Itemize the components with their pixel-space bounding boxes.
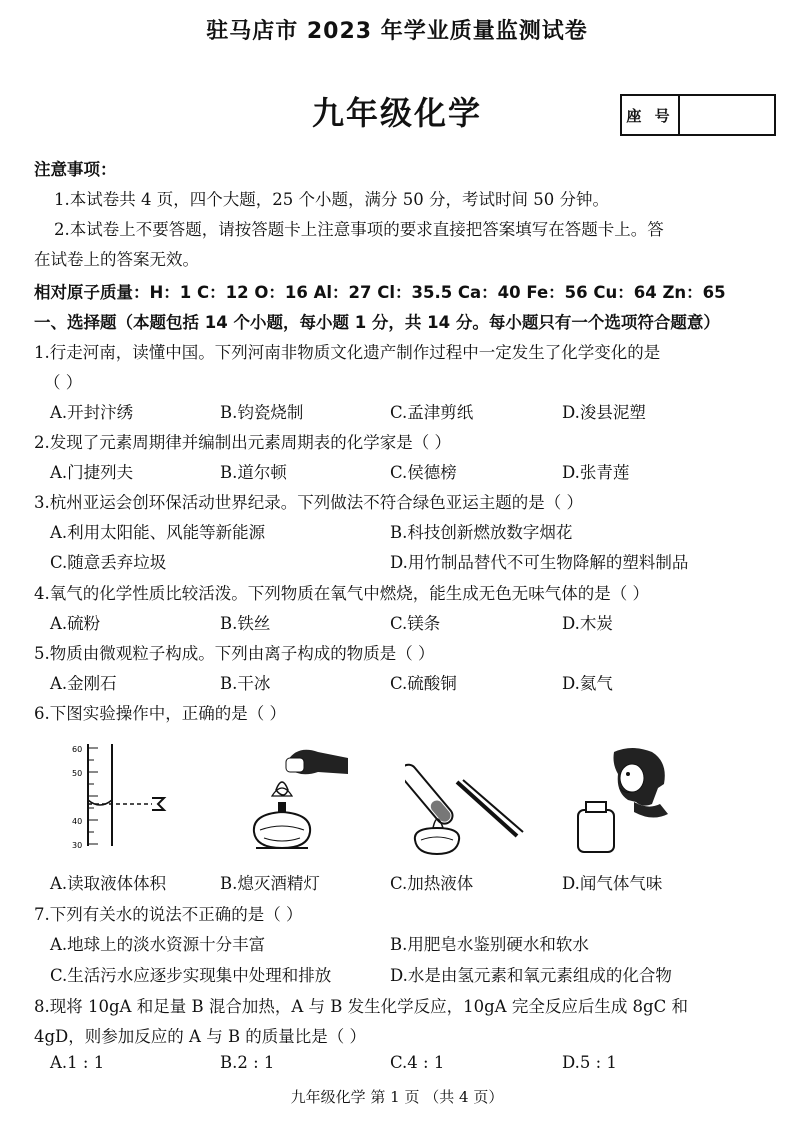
exam-title: 驻马店市 2023 年学业质量监测试卷: [206, 19, 588, 44]
q6-option-c: C.加热液体: [390, 874, 474, 893]
alcohol-lamp-blow-figure: [238, 740, 358, 858]
seat-input[interactable]: [680, 96, 774, 134]
atomic-mass: [34, 279, 726, 303]
q2-option-b: B.道尔顿: [220, 463, 287, 482]
q8-option-b: B.2 : 1: [220, 1053, 275, 1072]
cylinder-reading-figure: [70, 740, 180, 852]
q3-option-c: C.随意丢弃垃圾: [50, 553, 167, 572]
section-1-heading: 一、选择题（本题包括 14 个小题，每小题 1 分，共 14 分。每小题只有一个选项符合题意）: [34, 313, 720, 332]
seat-label: 座 号: [622, 96, 680, 134]
q6-option-d: D.闻气体气味: [562, 874, 663, 893]
cyl-tick-30: 30: [72, 841, 83, 850]
q4-option-d: D.木炭: [562, 614, 613, 633]
q5-option-c: C.硫酸铜: [390, 674, 457, 693]
q5-option-d: D.氦气: [562, 674, 613, 693]
page-footer: 九年级化学 第 1 页 （共 4 页）: [290, 1088, 504, 1106]
q8-stem-cont: 4gD，则参加反应的 A 与 B 的质量比是（ ）: [34, 1027, 367, 1046]
q7-option-a: A.地球上的淡水资源十分丰富: [50, 935, 266, 954]
q4-option-c: C.镁条: [390, 614, 441, 633]
q8-stem: 8.现将 10gA 和足量 B 混合加热，A 与 B 发生化学反应，10gA 完全反应后生成 8gC 和: [34, 997, 688, 1016]
q6-option-a: A.读取液体体积: [50, 874, 167, 893]
q7-option-c: C.生活污水应逐步实现集中处理和排放: [50, 966, 332, 985]
q3-option-a: A.利用太阳能、风能等新能源: [50, 523, 266, 542]
notice-item-2: 2.本试卷上不要答题，请按答题卡上注意事项的要求直接把答案填写在答题卡上。答: [54, 220, 664, 239]
q1-stem-cont: （ ）: [44, 373, 83, 392]
q2-option-d: D.张青莲: [562, 463, 630, 482]
q8-option-c: C.4 : 1: [390, 1053, 445, 1072]
atomic-mass-text: 相对原子质量：H：1 C：12 O：16 Al：27 Cl：35.5 Ca：40 Fe：56 Cu：64 Zn：65: [34, 283, 726, 302]
q4-option-b: B.铁丝: [220, 614, 271, 633]
q6-stem: 6.下图实验操作中，正确的是（ ）: [34, 704, 286, 723]
q2-option-a: A.门捷列夫: [50, 463, 134, 482]
q7-option-b: B.用肥皂水鉴别硬水和软水: [390, 935, 589, 954]
q8-option-d: D.5 : 1: [562, 1053, 617, 1072]
q1-option-a: A.开封汴绣: [50, 403, 134, 422]
q1-option-c: C.孟津剪纸: [390, 403, 474, 422]
q4-stem: 4.氧气的化学性质比较活泼。下列物质在氧气中燃烧，能生成无色无味气体的是（ ）: [34, 584, 649, 603]
q5-option-a: A.金刚石: [50, 674, 117, 693]
q7-option-d: D.水是由氢元素和氧元素组成的化合物: [390, 966, 672, 985]
q1-stem: 1.行走河南，读懂中国。下列河南非物质文化遗产制作过程中一定发生了化学变化的是: [34, 343, 661, 362]
q6-option-b: B.熄灭酒精灯: [220, 874, 320, 893]
q4-option-a: A.硫粉: [50, 614, 101, 633]
q7-stem: 7.下列有关水的说法不正确的是（ ）: [34, 905, 303, 924]
cyl-tick-60: 60: [72, 745, 83, 754]
cyl-tick-50: 50: [72, 769, 83, 778]
notice-item-2-cont: 在试卷上的答案无效。: [34, 250, 199, 269]
notice-item-1: 1.本试卷共 4 页，四个大题，25 个小题，满分 50 分，考试时间 50 分钟。: [54, 190, 609, 209]
q2-option-c: C.侯德榜: [390, 463, 457, 482]
q3-option-d: D.用竹制品替代不可生物降解的塑料制品: [390, 553, 689, 572]
q1-option-d: D.浚县泥塑: [562, 403, 646, 422]
q5-stem: 5.物质由微观粒子构成。下列由离子构成的物质是（ ）: [34, 644, 435, 663]
q3-stem: 3.杭州亚运会创环保活动世界纪录。下列做法不符合绿色亚运主题的是（ ）: [34, 493, 583, 512]
q5-option-b: B.干冰: [220, 674, 271, 693]
notice-heading: 注意事项：: [34, 160, 117, 179]
q3-option-b: B.科技创新燃放数字烟花: [390, 523, 573, 542]
q2-stem: 2.发现了元素周期律并编制出元素周期表的化学家是（ ）: [34, 433, 451, 452]
subject-title: 九年级化学: [311, 94, 482, 132]
cyl-tick-40: 40: [72, 817, 83, 826]
seat-number-box: [620, 94, 776, 136]
heating-liquid-figure: [405, 740, 535, 858]
smelling-gas-figure: [572, 744, 682, 856]
q8-option-a: A.1 : 1: [50, 1053, 105, 1072]
q1-option-b: B.钧瓷烧制: [220, 403, 304, 422]
